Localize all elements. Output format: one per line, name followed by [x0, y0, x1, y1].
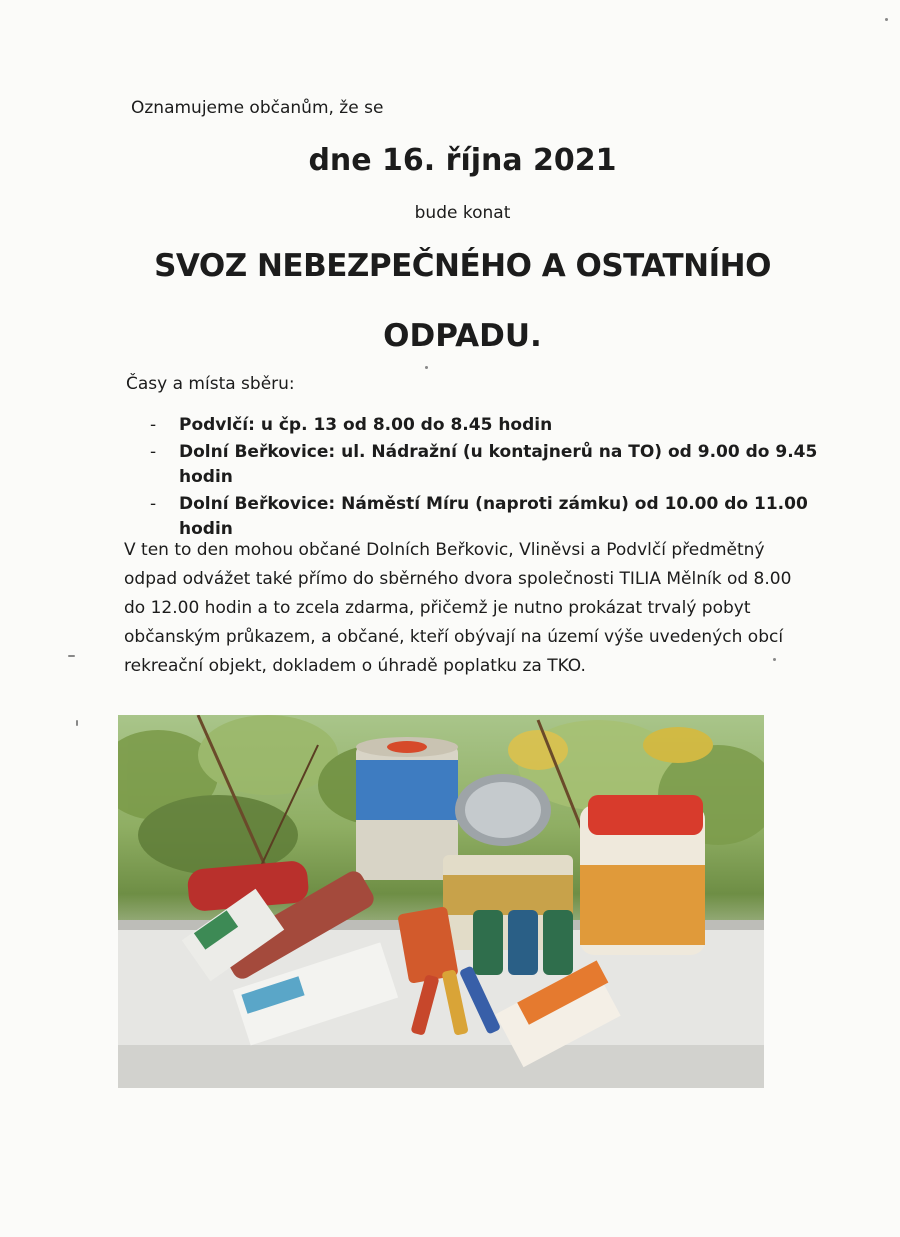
title-line-1: SVOZ NEBEZPEČNÉHO A OSTATNÍHO	[154, 248, 771, 284]
title-line-2: ODPADU.	[383, 318, 542, 354]
hazardous-waste-photo	[118, 715, 764, 1088]
list-item	[150, 492, 830, 542]
scan-speck	[773, 658, 776, 661]
list-dash: -	[150, 442, 157, 462]
waste-illustration	[118, 715, 764, 1088]
scan-speck	[76, 720, 78, 726]
list-dash: -	[150, 415, 157, 435]
list-item	[150, 413, 830, 438]
scan-speck	[68, 655, 75, 657]
event-date: dne 16. října 2021	[308, 143, 617, 178]
scan-speck	[885, 18, 888, 21]
times-label: Časy a místa sběru:	[126, 374, 295, 394]
stop-text: Dolní Beřkovice: ul. Nádražní (u kontajnerů na TO) od 9.00 do 9.45 hodin	[179, 442, 818, 487]
stop-text: Podvlčí: u čp. 13 od 8.00 do 8.45 hodin	[179, 415, 553, 435]
scan-speck	[425, 366, 428, 369]
list-item	[150, 440, 830, 490]
info-paragraph: V ten to den mohou občané Dolních Beřkovic, Vliněvsi a Podvlčí předmětný odpad odvážet také přímo do sběrného dvora společnosti TILIA Mělník od 8.00 do 12.00 hodin a to zcela zdarma, přičemž je nutno prokázat trvalý pobyt občanským průkazem, a občané, kteří obývají na území výše uvedených obcí rekreační objekt, dokladem o úhradě poplatku za TKO.	[124, 540, 792, 676]
intro-text: Oznamujeme občanům, že se	[131, 98, 384, 118]
will-take-place-text: bude konat	[414, 203, 511, 223]
list-dash: -	[150, 494, 157, 514]
stop-text: Dolní Beřkovice: Náměstí Míru (naproti zámku) od 10.00 do 11.00 hodin	[179, 494, 808, 539]
collection-stops-list	[150, 413, 830, 544]
